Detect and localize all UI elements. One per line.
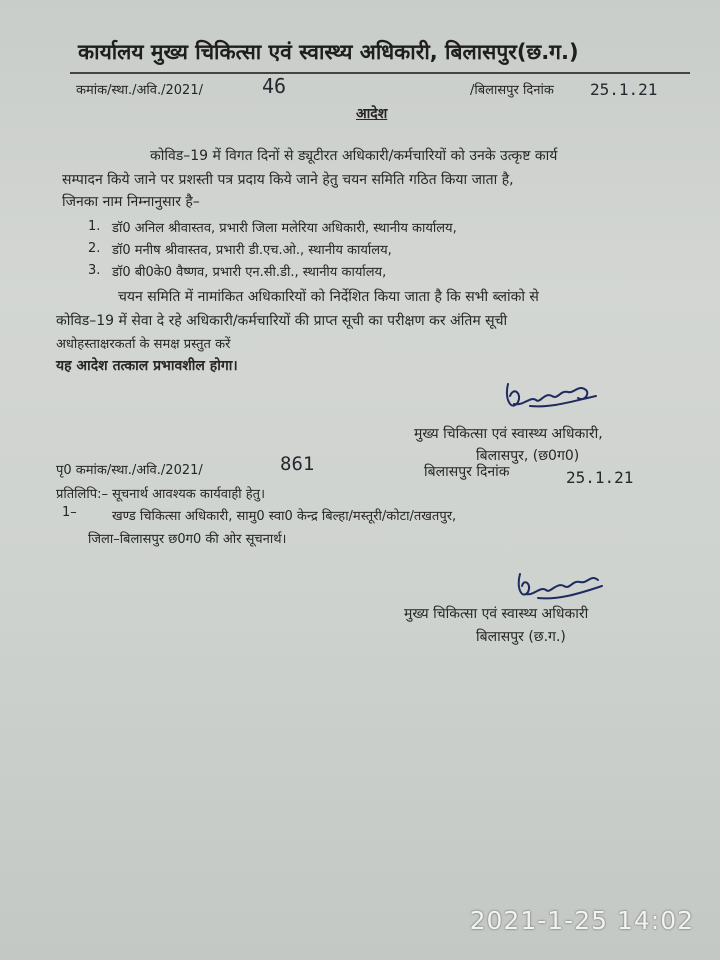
copy-item-line: जिला–बिलासपुर छ0ग0 की ओर सूचनार्थ। — [88, 532, 287, 547]
member-item: डॉ0 मनीष श्रीवास्तव, प्रभारी डी.एच.ओ., स्थानीय कार्यालय, — [112, 243, 392, 258]
member-item: डॉ0 अनिल श्रीवास्तव, प्रभारी जिला मलेरिया अधिकारी, स्थानीय कार्यालय, — [112, 221, 457, 236]
order-reference-prefix: कमांक/स्था./अवि./2021/ — [76, 83, 203, 98]
order-paragraph-line: कोविड–19 में सेवा दे रहे अधिकारी/कर्मचारियों की प्राप्त सूची का परीक्षण कर अंतिम सूची — [56, 313, 508, 329]
header-rule — [70, 72, 690, 74]
order-paragraph-line: अधोहस्ताक्षरकर्ता के समक्ष प्रस्तुत करें — [56, 337, 231, 352]
signatory-designation: मुख्य चिकित्सा एवं स्वास्थ्य अधिकारी, — [414, 426, 603, 442]
photo-timestamp: 2021-1-25 14:02 — [469, 906, 694, 935]
member-item: डॉ0 बी0के0 वैष्णव, प्रभारी एन.सी.डी., स्थानीय कार्यालय, — [112, 265, 387, 280]
signatory-place: बिलासपुर (छ.ग.) — [476, 629, 566, 645]
effective-statement: यह आदेश तत्काल प्रभावशील होगा। — [56, 358, 238, 374]
order-heading: आदेश — [356, 106, 388, 122]
endorsement-reference-prefix: पृ0 कमांक/स्था./अवि./2021/ — [56, 463, 203, 478]
endorsement-reference-number: 861 — [280, 453, 315, 475]
place-date-label: /बिलासपुर दिनांक — [470, 83, 554, 98]
order-paragraph-line: सम्पादन किये जाने पर प्रशस्ती पत्र प्रदाय किये जाने हेतु चयन समिति गठित किया जाता है, — [62, 172, 514, 188]
signatory-place: बिलासपुर, (छ0ग0) — [476, 448, 580, 464]
copy-item-number: 1– — [62, 505, 77, 520]
order-date: 25.1.21 — [590, 80, 658, 99]
order-reference-number: 46 — [262, 74, 287, 98]
order-paragraph-line: कोविड–19 में विगत दिनों से ड्यूटीरत अधिकारी/कर्मचारियों को उनके उत्कृष्ट कार्य — [150, 148, 558, 164]
office-title: कार्यालय मुख्य चिकित्सा एवं स्वास्थ्य अधिकारी, बिलासपुर(छ.ग.) — [78, 40, 579, 64]
endorsement-place-date-label: बिलासपुर दिनांक — [424, 464, 510, 480]
signature-mark — [500, 372, 610, 422]
member-number: 1. — [88, 219, 101, 234]
copy-item-line: खण्ड चिकित्सा अधिकारी, सामु0 स्वा0 केन्द्र बिल्हा/मस्तूरी/कोटा/तखतपुर, — [112, 509, 457, 524]
copy-to-line: प्रतिलिपि:– सूचनार्थ आवश्यक कार्यवाही हेतु। — [56, 487, 266, 502]
endorsement-date: 25.1.21 — [566, 468, 634, 487]
order-paragraph-line: चयन समिति में नामांकित अधिकारियों को निर्देशित किया जाता है कि सभी ब्लांको से — [118, 289, 539, 305]
member-number: 2. — [88, 241, 101, 256]
signatory-designation: मुख्य चिकित्सा एवं स्वास्थ्य अधिकारी — [404, 606, 589, 622]
order-paragraph-line: जिनका नाम निम्नानुसार है– — [62, 194, 200, 210]
member-number: 3. — [88, 263, 101, 278]
